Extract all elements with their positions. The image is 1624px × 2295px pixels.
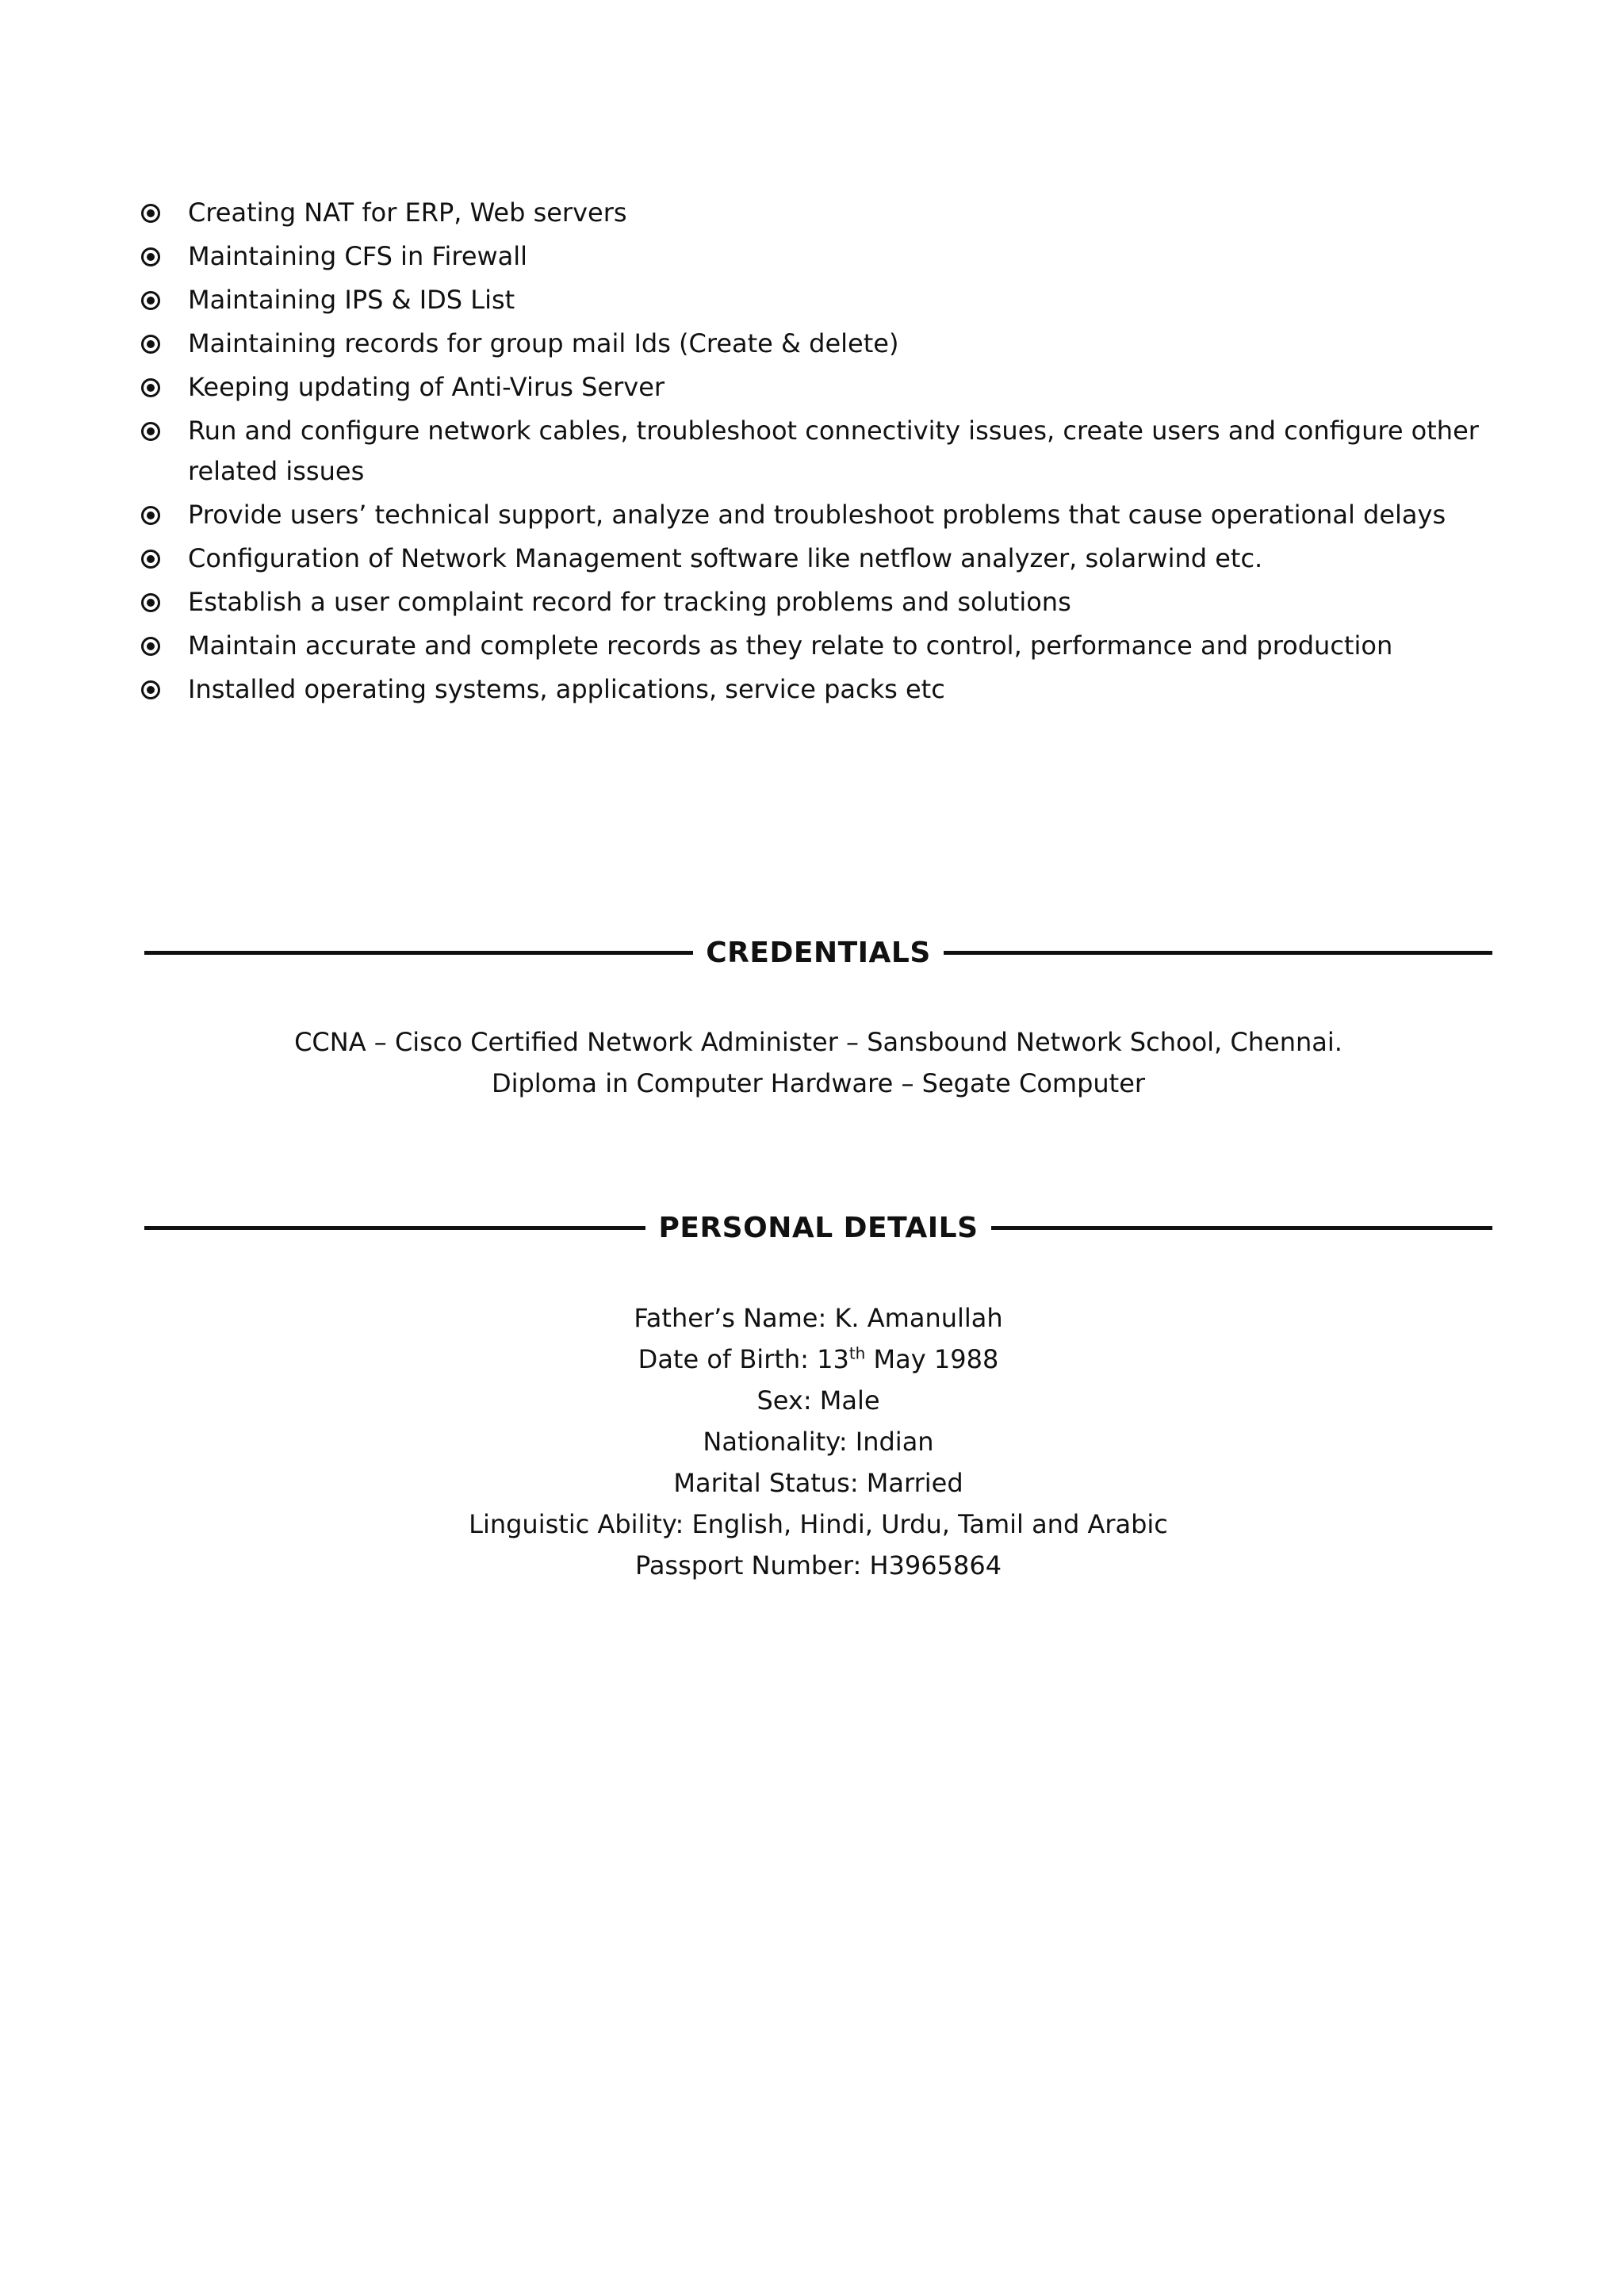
right-divider (944, 951, 1492, 955)
personal-details-section-heading (144, 1208, 1492, 1247)
marital-status: Marital Status: Married (673, 1468, 963, 1498)
dob-ordinal: th (848, 1343, 866, 1363)
bullet-icon (141, 335, 160, 354)
bullet-icon (141, 506, 160, 525)
duty-text: Establish a user complaint record for tracking problems and solutions (188, 587, 1071, 617)
fathers-name: Father’s Name: K. Amanullah (634, 1303, 1003, 1333)
credentials-list (144, 1021, 1492, 1104)
date-of-birth (144, 1339, 1492, 1380)
list-item (141, 193, 1489, 233)
left-divider (144, 1226, 645, 1230)
credentials-title: CREDENTIALS (706, 936, 931, 969)
bullet-icon (141, 593, 160, 612)
duty-text: Maintaining IPS & IDS List (188, 285, 515, 315)
list-item (141, 236, 1489, 277)
list-item (141, 626, 1489, 666)
linguistic-ability: Linguistic Ability: English, Hindi, Urdu, Tamil and Arabic (469, 1509, 1168, 1539)
right-divider (991, 1226, 1492, 1230)
bullet-icon (141, 680, 160, 699)
personal-details-list (144, 1297, 1492, 1586)
duty-text: Maintaining CFS in Firewall (188, 241, 528, 271)
bullet-icon (141, 204, 160, 223)
credentials-section-heading (144, 933, 1492, 972)
list-item (141, 582, 1489, 623)
credential-line: CCNA – Cisco Certified Network Administer – Sansbound Network School, Chennai. (294, 1027, 1342, 1057)
list-item (141, 280, 1489, 320)
nationality: Nationality: Indian (703, 1427, 934, 1457)
duty-text: Provide users’ technical support, analyze and troubleshoot problems that cause operational delays (188, 500, 1446, 530)
duty-text: Maintaining records for group mail Ids (Create & delete) (188, 328, 899, 358)
duty-text: Keeping updating of Anti-Virus Server (188, 372, 665, 402)
duty-text: Installed operating systems, applications, service packs etc (188, 674, 945, 704)
bullet-icon (141, 378, 160, 397)
dob-suffix: May 1988 (865, 1344, 999, 1374)
list-item (141, 495, 1489, 535)
list-item (141, 669, 1489, 710)
personal-details-title: PERSONAL DETAILS (658, 1211, 979, 1244)
list-item (141, 367, 1489, 408)
list-item (141, 411, 1489, 492)
duty-text: Configuration of Network Management software like netflow analyzer, solarwind etc. (188, 543, 1263, 573)
left-divider (144, 951, 693, 955)
bullet-icon (141, 422, 160, 441)
credential-line: Diploma in Computer Hardware – Segate Computer (491, 1068, 1146, 1098)
list-item (141, 324, 1489, 364)
bullet-icon (141, 550, 160, 569)
list-item (141, 538, 1489, 579)
duty-text: Run and configure network cables, troubleshoot connectivity issues, create users and configure other related issues (188, 416, 1479, 486)
bullet-icon (141, 291, 160, 310)
duty-text: Maintain accurate and complete records as they relate to control, performance and production (188, 630, 1393, 661)
duties-list (141, 193, 1489, 713)
bullet-icon (141, 637, 160, 656)
sex: Sex: Male (756, 1385, 880, 1416)
dob-prefix: Date of Birth: 13 (638, 1344, 849, 1374)
duty-text: Creating NAT for ERP, Web servers (188, 197, 627, 228)
bullet-icon (141, 247, 160, 266)
passport-number: Passport Number: H3965864 (634, 1550, 1002, 1580)
